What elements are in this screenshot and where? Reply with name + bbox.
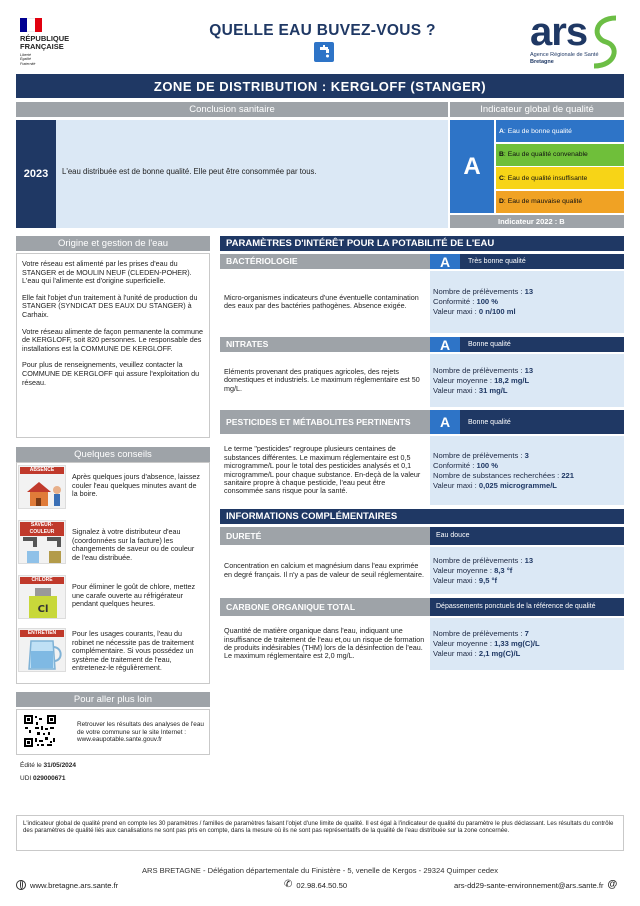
- french-flag-icon: [20, 18, 42, 32]
- value-label: Valeur moyenne :: [433, 565, 495, 575]
- info-value-row: [433, 629, 624, 639]
- value-label: Valeur moyenne :: [433, 375, 495, 385]
- legend-item: [496, 167, 624, 189]
- globe-icon: [16, 880, 26, 890]
- value-number: 100 %: [476, 460, 499, 470]
- conseils-border: [16, 462, 210, 684]
- qr-code-icon: [23, 714, 57, 748]
- plus-loin-text: Retrouver les résultats des analyses de l'eau de votre commune sur le site Internet : www.eaupotable.sante.gouv.fr: [77, 721, 204, 744]
- legend-text: : Eau de qualité convenable: [503, 151, 588, 158]
- value-number: 13: [524, 287, 534, 296]
- info-name: DURETÉ: [220, 527, 430, 545]
- value-label: Nombre de prélèvements :: [433, 629, 525, 638]
- value-label: Valeur maxi :: [433, 385, 479, 395]
- value-label: Nombre de prélèvements :: [433, 365, 525, 375]
- conclusion-header: Conclusion sanitaire: [16, 102, 448, 117]
- origine-paragraph: Votre réseau alimente de façon permanente la commune de KERGLOFF, soit 820 personnes. Le responsable des installations est la COMMUNE DE KERGLOFF.: [22, 326, 203, 353]
- conclusion-text: L'eau distribuée est de bonne qualité. Elle peut être consommée par tous.: [62, 167, 317, 176]
- udi-value: 029000671: [33, 775, 66, 782]
- parametre-value-row: [433, 297, 624, 307]
- info-values: [430, 547, 624, 594]
- parametre-description: Micro-organismes indicateurs d'une éventuelle contamination des eaux par des bactéries pathogènes. Absence exigée.: [224, 292, 419, 310]
- indicator-header: Indicateur global de qualité: [450, 102, 624, 117]
- page-title: QUELLE EAU BUVEZ-VOUS ?: [209, 22, 436, 39]
- parametre-value-row: [433, 287, 624, 297]
- devise-1: Liberté: [20, 53, 31, 57]
- origine-box: [16, 253, 210, 438]
- legend-item: [496, 144, 624, 166]
- republique-text-2: FRANÇAISE: [20, 42, 64, 51]
- legend-letter: D: [499, 198, 504, 205]
- conclusion-year: 2023: [16, 120, 56, 228]
- parametre-name: NITRATES: [220, 337, 430, 352]
- indicator-legend: [496, 120, 624, 213]
- republique-text-1: RÉPUBLIQUE: [20, 34, 70, 43]
- info-description: Quantité de matière organique dans l'eau, indiquant une insuffisance de traitement de l'eau et,ou un risque de formation de produits indésirables (THM) lors de la désinfection de l'eau. Le maximum réglementaire est 2,0 mg/L.: [224, 626, 425, 661]
- parametre-value-row: [433, 376, 624, 386]
- conseil-text: Signalez à votre distributeur d'eau (coordonnées sur la facture) les changements de saveur ou de couleur de l'eau distribuée.: [72, 527, 195, 562]
- value-label: Nombre de prélèvements :: [433, 555, 525, 565]
- parametre-value-row: [433, 481, 624, 491]
- footer-email-text[interactable]: ars-dd29-sante-environnement@ars.sante.fr: [454, 880, 604, 890]
- value-number: 18,2 mg/L: [494, 375, 530, 385]
- parametre-name: BACTÉRIOLOGIE: [220, 254, 430, 269]
- footer-phone[interactable]: [284, 880, 347, 890]
- value-number: 0 n/100 ml: [478, 307, 516, 316]
- parametre-values: [430, 271, 624, 333]
- conseil-text: Pour éliminer le goût de chlore, mettez une carafe ouverte au réfrigérateur pendant quelques heures.: [72, 582, 196, 609]
- conseil-image-label: SAVEUR-COULEUR: [20, 522, 64, 536]
- value-number: 2,1 mg(C)/L: [478, 649, 521, 658]
- info-label: Eau douce: [430, 527, 624, 545]
- parametre-description: Eléments provenant des pratiques agricoles, des rejets domestiques et industriels. Le maximum réglementaire est 50 mg/L.: [224, 366, 420, 393]
- parametre-grade: A: [430, 410, 460, 434]
- parametre-value-row: [433, 366, 624, 376]
- value-number: 8,3 °f: [494, 565, 513, 575]
- udi-label: UDI: [20, 775, 33, 782]
- udi-line: [20, 775, 66, 782]
- parametre-value-row: [433, 471, 624, 481]
- value-label: Valeur maxi :: [433, 575, 479, 585]
- footer-website[interactable]: [16, 880, 118, 890]
- plus-loin-header: Pour aller plus loin: [16, 692, 210, 707]
- origine-paragraph: Elle fait l'objet d'un traitement à l'unité de production du STANGER (SYNDICAT DES EAUX DU STANGER) à Carhaix.: [22, 292, 198, 319]
- svg-text:Cl: Cl: [37, 604, 49, 615]
- edition-date: 31/05/2024: [43, 762, 77, 769]
- conseil-text: Pour les usages courants, l'eau du robinet ne nécessite pas de traitement complémentaire. Si vous possédez un système de traitement de l'eau, entretenez-le régulièrement.: [72, 629, 194, 673]
- conseil-image-label: ENTRETIEN: [20, 630, 64, 637]
- origine-paragraph: Votre réseau est alimenté par les prises d'eau du STANGER et de MOULIN NEUF (CLEDEN-POHER). L'eau qui l'alimente est d'origine superficielle.: [22, 259, 192, 286]
- bottom-note: [16, 815, 624, 851]
- value-label: Nombre de prélèvements :: [433, 450, 525, 460]
- value-label: Nombre de substances recherchées :: [433, 470, 562, 480]
- ars-logo-text: ars: [530, 10, 588, 54]
- parametre-grade-label: Bonne qualité: [460, 337, 624, 352]
- parametre-value-row: [433, 307, 624, 317]
- value-number: 9,5 °f: [478, 575, 498, 585]
- info-value-row: [433, 576, 624, 586]
- parametre-grade: A: [430, 254, 460, 269]
- parametre-description: Le terme "pesticides" regroupe plusieurs centaines de substances différentes. Le maximum réglementaire est 0,5 microgramme/L pour le total des pesticides analysés et 0,1 microgramme/L pour chaque substance. En-deçà de la valeur sanitaire propre à chaque pesticide, l'eau peut être consommée sans risque pour la santé.: [224, 444, 421, 496]
- value-label: Valeur maxi :: [433, 307, 479, 316]
- value-number: 100 %: [476, 297, 499, 306]
- legend-letter: A: [499, 127, 504, 135]
- info-value-row: [433, 556, 624, 566]
- value-number: 3: [524, 450, 529, 460]
- footer-email[interactable]: [454, 880, 617, 890]
- origine-header: Origine et gestion de l'eau: [16, 236, 210, 251]
- parametre-values: [430, 354, 624, 407]
- legend-letter: B: [499, 151, 504, 158]
- info-name: CARBONE ORGANIQUE TOTAL: [220, 598, 430, 616]
- ars-sub-2: Bretagne: [530, 59, 554, 65]
- info-description: Concentration en calcium et magnésium dans l'eau exprimée en degré français. Il n'y a pas de valeur de seuil réglementaire.: [224, 561, 424, 579]
- parametres-header: PARAMÈTRES D'INTÉRÊT POUR LA POTABILITÉ DE L'EAU: [220, 236, 624, 251]
- infos-header: INFORMATIONS COMPLÉMENTAIRES: [220, 509, 624, 524]
- phone-icon: ✆: [284, 879, 293, 890]
- edition-line: [20, 762, 76, 769]
- ars-sub-1: Agence Régionale de Santé: [530, 52, 599, 58]
- info-value-row: [433, 639, 624, 649]
- indicator-previous: Indicateur 2022 : B: [450, 215, 624, 228]
- legend-letter: C: [499, 174, 504, 182]
- value-label: Valeur moyenne :: [433, 639, 495, 648]
- conseil-image-label: CHLORE: [20, 577, 64, 584]
- legend-item: [496, 191, 624, 213]
- conseils-header: Quelques conseils: [16, 447, 210, 462]
- legend-text: : Eau de bonne qualité: [503, 127, 572, 135]
- conseil-image-label: ABSENCE: [20, 467, 64, 474]
- legend-text: : Eau de mauvaise qualité: [503, 198, 583, 205]
- devise-2: Égalité: [20, 57, 31, 62]
- legend-text: : Eau de qualité insuffisante: [503, 174, 588, 182]
- value-label: Nombre de prélèvements :: [433, 287, 525, 296]
- parametre-name: PESTICIDES ET MÉTABOLITES PERTINENTS: [220, 410, 430, 434]
- parametre-grade-label: Très bonne qualité: [460, 254, 624, 269]
- parametre-grade: A: [430, 337, 460, 352]
- indicator-grade: A: [450, 120, 494, 213]
- value-label: Valeur maxi :: [433, 480, 479, 490]
- edition-label: Édité le: [20, 762, 44, 769]
- value-label: Conformité :: [433, 460, 477, 470]
- parametre-value-row: [433, 451, 624, 461]
- legend-item: [496, 120, 624, 142]
- value-number: 221: [561, 470, 574, 480]
- value-number: 13: [524, 555, 534, 565]
- origine-paragraph: Pour plus de renseignements, veuillez contacter la COMMUNE DE KERGLOFF qui assure l'exploitation du réseau.: [22, 360, 200, 387]
- value-number: 13: [524, 365, 534, 375]
- value-number: 1,33 mg(C)/L: [494, 639, 540, 648]
- water-tap-icon: [314, 42, 334, 62]
- ars-swoosh-icon: [586, 14, 622, 70]
- footer-website-text[interactable]: www.bretagne.ars.sante.fr: [30, 880, 119, 890]
- info-values: [430, 618, 624, 670]
- value-number: 0,025 microgramme/L: [478, 480, 557, 490]
- ars-logo: [530, 12, 622, 70]
- parametre-grade-label: Bonne qualité: [460, 410, 624, 434]
- footer-phone-text[interactable]: 02.98.64.50.50: [296, 880, 348, 890]
- value-label: Conformité :: [433, 297, 477, 306]
- value-label: Valeur maxi :: [433, 649, 479, 658]
- indicator-box: [450, 120, 624, 213]
- devise-3: Fraternité: [20, 61, 36, 66]
- info-value-row: [433, 649, 624, 659]
- parametre-value-row: [433, 461, 624, 471]
- zone-title: ZONE DE DISTRIBUTION : KERGLOFF (STANGER): [16, 74, 624, 98]
- parametre-value-row: [433, 386, 624, 396]
- conseil-text: Après quelques jours d'absence, laissez couler l'eau quelques minutes avant de la boire.: [72, 472, 201, 499]
- value-number: 7: [524, 629, 529, 638]
- info-label: Dépassements ponctuels de la référence de qualité: [430, 598, 624, 616]
- conclusion-box: [16, 120, 448, 228]
- republique-logo: [20, 18, 90, 70]
- plus-loin-box: [16, 709, 210, 755]
- info-value-row: [433, 566, 624, 576]
- value-number: 31 mg/L: [478, 385, 508, 395]
- parametre-values: [430, 436, 624, 505]
- at-icon: @: [607, 879, 618, 890]
- bottom-note-text: L'indicateur global de qualité prend en compte les 30 paramètres / familles de paramètres faisant l'objet d'une limite de qualité. Il est égal à l'indicateur de qualité du paramètre le plus déclassant. Les résultats du contrôle des paramètres de qualité liés aux canalisations ne sont pas pris en compte, dans la mesure où ils ne sont pas représentatifs de la qualité de l'eau distribuée sur la zone concernée.: [23, 820, 614, 835]
- footer-address: ARS BRETAGNE - Délégation départementale du Finistère - 5, venelle de Kergos - 29324 Quimper cedex: [141, 866, 499, 875]
